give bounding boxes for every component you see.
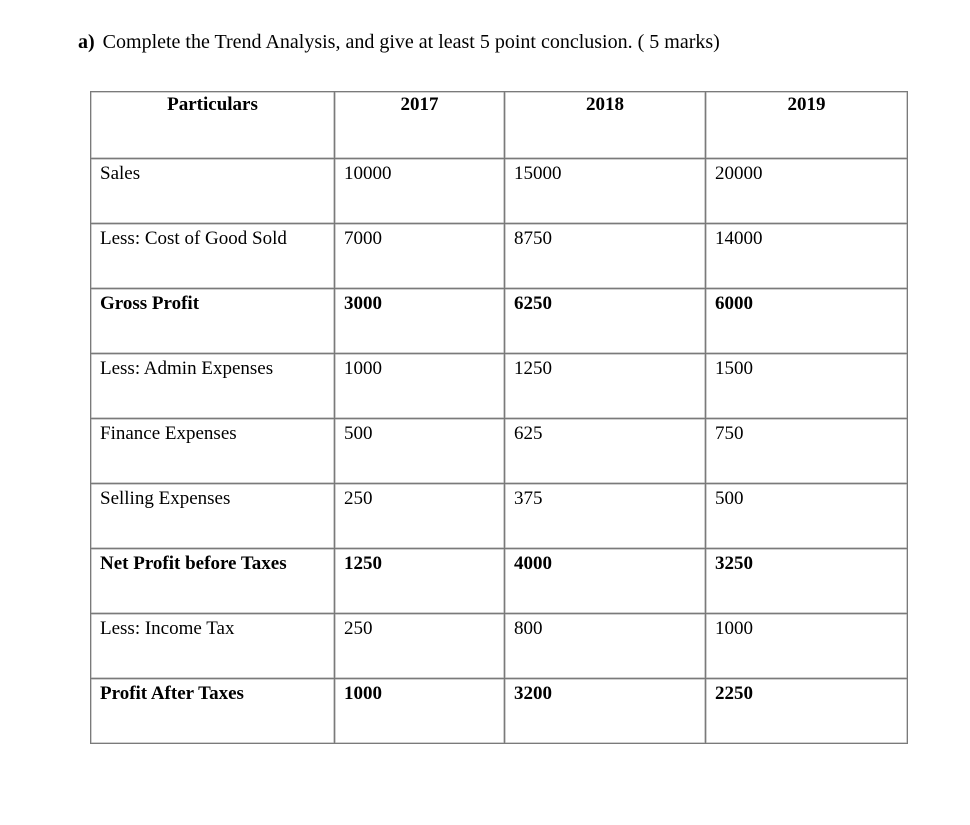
question-heading <box>78 28 720 56</box>
particular-cell <box>91 614 335 679</box>
value-2018-cell <box>505 159 706 224</box>
value-2018-cell <box>505 289 706 354</box>
table-row <box>91 614 908 679</box>
table-row <box>91 289 908 354</box>
value-2018-cell <box>505 419 706 484</box>
value-2019-cell <box>706 679 908 744</box>
particular-cell <box>91 679 335 744</box>
value-2017-cell <box>335 549 505 614</box>
value-2019-cell <box>706 484 908 549</box>
value-2019-cell-text: 750 <box>715 423 744 444</box>
value-2019-cell-text: 500 <box>715 488 744 509</box>
value-2018-cell <box>505 484 706 549</box>
particular-cell <box>91 289 335 354</box>
value-2019-cell-text: 20000 <box>715 163 763 184</box>
value-2017-cell <box>335 159 505 224</box>
question-text: Complete the Trend Analysis, and give at least 5 point conclusion. ( 5 marks) <box>102 31 720 53</box>
value-2017-cell <box>335 354 505 419</box>
value-2017-cell-text: 1000 <box>344 358 382 379</box>
value-2017-cell <box>335 614 505 679</box>
value-2019-cell <box>706 289 908 354</box>
table-row <box>91 484 908 549</box>
header-2019: 2019 <box>706 92 908 159</box>
particular-cell-text: Net Profit before Taxes <box>100 553 287 574</box>
value-2017-cell-text: 3000 <box>344 293 382 314</box>
value-2019-cell <box>706 614 908 679</box>
value-2017-cell-text: 1250 <box>344 553 382 574</box>
value-2018-cell <box>505 224 706 289</box>
table-row <box>91 224 908 289</box>
value-2019-cell <box>706 354 908 419</box>
value-2019-cell-text: 3250 <box>715 553 753 574</box>
table-header-row <box>91 92 908 159</box>
table-row <box>91 419 908 484</box>
table-row <box>91 354 908 419</box>
particular-cell-text: Finance Expenses <box>100 423 237 444</box>
value-2017-cell <box>335 224 505 289</box>
value-2018-cell <box>505 549 706 614</box>
value-2018-cell-text: 800 <box>514 618 543 639</box>
particular-cell <box>91 224 335 289</box>
value-2019-cell <box>706 224 908 289</box>
value-2018-cell-text: 375 <box>514 488 543 509</box>
header-2018: 2018 <box>505 92 706 159</box>
value-2018-cell-text: 8750 <box>514 228 552 249</box>
header-particulars: Particulars <box>91 92 335 159</box>
value-2018-cell <box>505 354 706 419</box>
particular-cell <box>91 354 335 419</box>
value-2017-cell-text: 250 <box>344 618 373 639</box>
particular-cell <box>91 419 335 484</box>
value-2019-cell <box>706 549 908 614</box>
trend-analysis-table <box>90 91 908 744</box>
particular-cell <box>91 159 335 224</box>
value-2018-cell-text: 3200 <box>514 683 552 704</box>
table-row <box>91 159 908 224</box>
value-2017-cell-text: 10000 <box>344 163 392 184</box>
value-2018-cell <box>505 679 706 744</box>
value-2018-cell-text: 6250 <box>514 293 552 314</box>
table-body <box>91 159 908 744</box>
value-2019-cell <box>706 159 908 224</box>
value-2017-cell <box>335 419 505 484</box>
value-2018-cell-text: 1250 <box>514 358 552 379</box>
value-2019-cell-text: 1000 <box>715 618 753 639</box>
value-2019-cell-text: 1500 <box>715 358 753 379</box>
value-2018-cell <box>505 614 706 679</box>
particular-cell-text: Gross Profit <box>100 293 200 314</box>
value-2018-cell-text: 15000 <box>514 163 562 184</box>
particular-cell-text: Sales <box>100 163 141 184</box>
table-row <box>91 679 908 744</box>
value-2018-cell-text: 4000 <box>514 553 552 574</box>
value-2017-cell <box>335 289 505 354</box>
value-2017-cell-text: 7000 <box>344 228 382 249</box>
value-2017-cell <box>335 679 505 744</box>
header-2017: 2017 <box>335 92 505 159</box>
particular-cell-text: Selling Expenses <box>100 488 231 509</box>
value-2019-cell-text: 14000 <box>715 228 763 249</box>
value-2019-cell-text: 6000 <box>715 293 753 314</box>
value-2017-cell-text: 250 <box>344 488 373 509</box>
particular-cell <box>91 484 335 549</box>
value-2017-cell-text: 500 <box>344 423 373 444</box>
particular-cell-text: Less: Admin Expenses <box>100 358 274 379</box>
question-label: a) <box>78 31 95 53</box>
value-2019-cell-text: 2250 <box>715 683 753 704</box>
particular-cell-text: Less: Income Tax <box>100 618 235 639</box>
value-2017-cell-text: 1000 <box>344 683 382 704</box>
particular-cell <box>91 549 335 614</box>
particular-cell-text: Less: Cost of Good Sold <box>100 228 287 249</box>
value-2018-cell-text: 625 <box>514 423 543 444</box>
particular-cell-text: Profit After Taxes <box>100 683 244 704</box>
value-2017-cell <box>335 484 505 549</box>
value-2019-cell <box>706 419 908 484</box>
table-row <box>91 549 908 614</box>
